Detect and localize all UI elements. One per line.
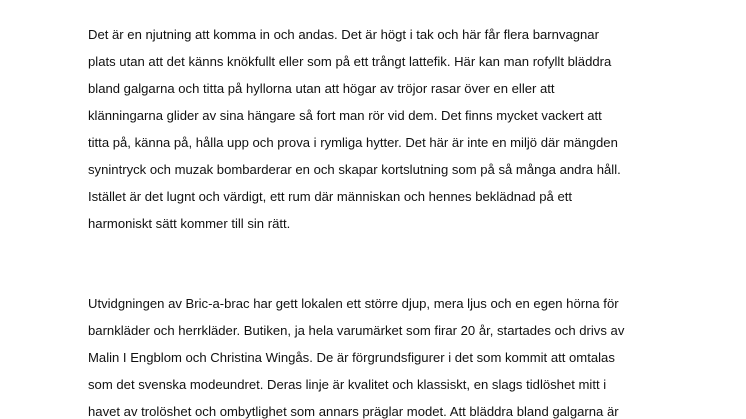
text-line: plats utan att det känns knökfullt eller som på ett trångt lattefik. Här kan man rofyllt bläddra <box>88 54 612 69</box>
text-line: klänningarna glider av sina hängare så fort man rör vid dem. Det finns mycket vackert att <box>88 108 602 123</box>
text-line: barnkläder och herrkläder. Butiken, ja hela varumärket som firar 20 år, startades och drivs av <box>88 323 625 338</box>
text-line: Malin I Engblom och Christina Wingås. De är förgrundsfigurer i det som kommit att omtalas <box>88 350 615 365</box>
text-line: som det svenska modeundret. Deras linje är kvalitet och klassiskt, en slags tidlöshet mitt i <box>88 377 607 392</box>
text-line: havet av trolöshet och ombytlighet som annars präglar modet. Att bläddra bland galgarna är <box>88 404 619 419</box>
text-line: synintryck och muzak bombarderar en och skapar kortslutning som på så många andra håll. <box>88 162 621 177</box>
paragraph-1 <box>88 21 668 237</box>
text-line: bland galgarna och titta på hyllorna utan att högar av tröjor rasar över en eller att <box>88 81 555 96</box>
paragraph-2 <box>88 290 668 419</box>
text-line: titta på, känna på, hålla upp och prova i rymliga hytter. Det här är inte en miljö där mängden <box>88 135 618 150</box>
text-line: Istället är det lugnt och värdigt, ett rum där människan och hennes beklädnad på ett <box>88 189 573 204</box>
text-line: harmoniskt sätt kommer till sin rätt. <box>88 216 291 231</box>
text-line: Utvidgningen av Bric-a-brac har gett lokalen ett större djup, mera ljus och en egen hörna för <box>88 296 619 311</box>
text-line: Det är en njutning att komma in och andas. Det är högt i tak och här får flera barnvagnar <box>88 27 599 42</box>
